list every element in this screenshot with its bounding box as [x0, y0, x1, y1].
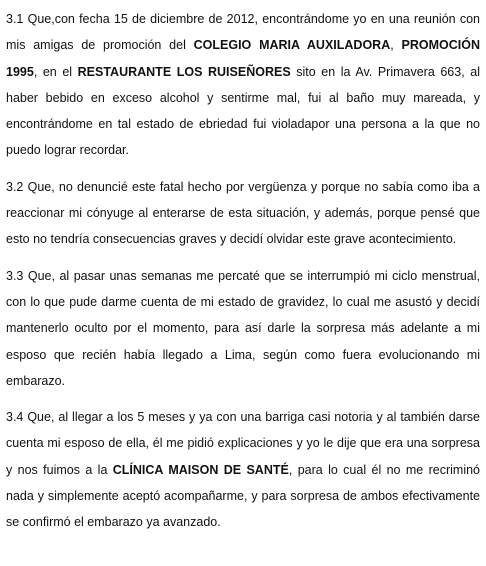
text-run: 3.2 Que, no denuncié este fatal hecho por vergüenza y porque no sabía como iba a [6, 179, 480, 194]
paragraph [6, 6, 480, 164]
text-run: puedo lograr recordar. [6, 143, 129, 158]
text-line [6, 430, 480, 456]
text-line [6, 368, 480, 394]
text-line [6, 263, 480, 289]
text-line [6, 32, 480, 58]
text-line [6, 85, 480, 111]
text-line [6, 200, 480, 226]
bold-text-run: PROMOCIÓN [401, 38, 480, 53]
text-run: , [390, 38, 402, 53]
text-run: mis amigas de promoción del [6, 38, 194, 53]
text-line [6, 289, 480, 315]
text-run: 3.3 Que, al pasar unas semanas me percaté que se interrumpió mi ciclo menstrual, [6, 268, 480, 283]
text-run: reaccionar mi cónyuge al enterarse de esta situación, y además, porque pensé que [6, 206, 480, 221]
paragraph [6, 263, 480, 394]
text-run: cuenta mi esposo de ella, él me pidió explicaciones y yo le dije que era una sorpresa [6, 436, 480, 451]
text-line [6, 404, 480, 430]
text-line [6, 457, 480, 483]
document-body [6, 6, 480, 536]
text-run: encontrándome en tal estado de ebriedad fui violadapor una persona a la que no [6, 117, 480, 132]
bold-text-run: RESTAURANTE LOS RUISEÑORES [77, 64, 291, 79]
bold-text-run: CLÍNICA MAISON DE SANTÉ [112, 462, 289, 477]
text-run: 3.4 Que, al llegar a los 5 meses y ya con una barriga casi notoria y al también darse [6, 410, 480, 425]
text-run: haber bebido en exceso alcohol y sentirme mal, fui al baño muy mareada, y [6, 90, 480, 105]
text-line [6, 226, 480, 252]
text-run: , en el [33, 64, 78, 79]
text-line [6, 137, 480, 163]
text-line [6, 342, 480, 368]
text-run: , para lo cual él no me recriminó [288, 462, 481, 477]
text-run: nada y simplemente aceptó acompañarme, y para sorpresa de ambos efectivamente [6, 489, 480, 504]
text-line [6, 6, 480, 32]
text-run: se confirmó el embarazo ya avanzado. [6, 515, 221, 530]
text-run: sito en la Av. Primavera 663, al [290, 64, 480, 79]
bold-text-run: 1995 [6, 64, 34, 79]
text-line [6, 483, 480, 509]
text-run: y nos fuimos a la [6, 462, 113, 477]
text-run: mantenerlo oculto por el momento, para así darle la sorpresa más adelante a mi [6, 321, 480, 336]
text-line [6, 59, 480, 85]
paragraph [6, 404, 480, 535]
text-run: esposo que recién había llegado a Lima, según como fuera evolucionando mi [6, 347, 480, 362]
text-line [6, 174, 480, 200]
paragraph [6, 174, 480, 253]
text-line [6, 315, 480, 341]
bold-text-run: COLEGIO MARIA AUXILADORA [193, 38, 391, 53]
text-run: 3.1 Que,con fecha 15 de diciembre de 2012, encontrándome yo en una reunión con [6, 12, 480, 26]
text-run: embarazo. [6, 373, 66, 388]
text-line [6, 509, 480, 535]
text-run: con lo que pude darme cuenta de mi estado de gravidez, lo cual me asustó y decidí [6, 294, 480, 309]
text-run: esto no tendría consecuencias graves y decidí olvidar este grave acontecimiento. [6, 232, 457, 247]
text-line [6, 111, 480, 137]
